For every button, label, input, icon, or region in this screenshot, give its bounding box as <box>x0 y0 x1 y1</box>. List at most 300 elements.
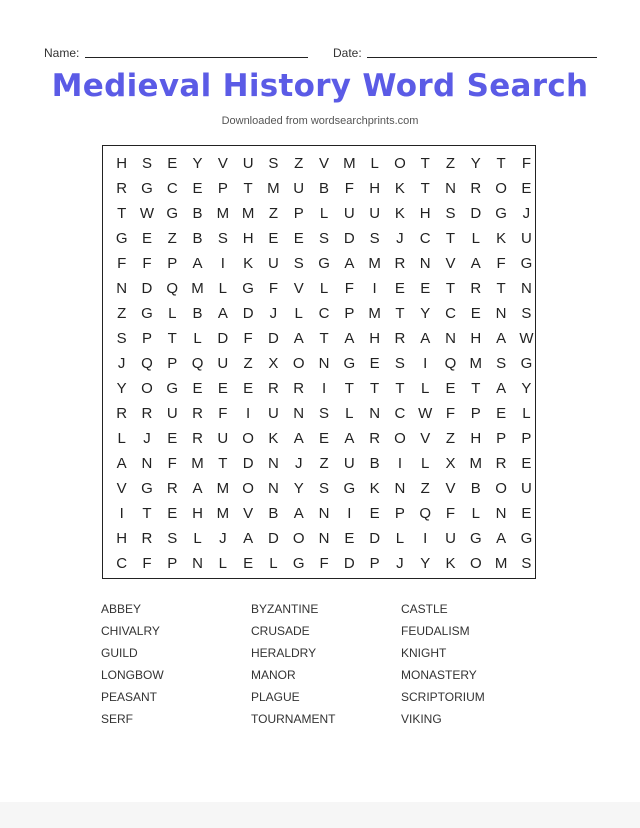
grid-letter: S <box>217 230 228 247</box>
grid-letter: P <box>167 355 178 372</box>
grid-letter: L <box>269 555 278 572</box>
grid-letter: J <box>269 305 278 322</box>
grid-letter: Y <box>116 380 127 397</box>
grid-letter: E <box>217 380 228 397</box>
grid-letter: J <box>396 555 404 572</box>
grid-letter: D <box>268 330 279 347</box>
grid-letter: I <box>372 280 377 297</box>
grid-letter: E <box>394 280 405 297</box>
word-item: VIKING <box>401 712 442 726</box>
grid-row <box>109 251 539 276</box>
grid-letter: Y <box>470 155 481 172</box>
grid-letter: E <box>369 505 380 522</box>
grid-letter: H <box>470 430 482 447</box>
grid-letter: Z <box>117 305 127 322</box>
word-item: ABBEY <box>101 602 142 616</box>
grid-letter: L <box>319 280 329 297</box>
grid-letter: S <box>394 355 405 372</box>
grid-letter: B <box>369 455 380 472</box>
grid-letter: X <box>268 355 279 372</box>
grid-letter: P <box>496 430 507 447</box>
grid-letter: Z <box>268 205 279 222</box>
footer-band <box>0 802 640 828</box>
grid-letter: N <box>445 330 456 347</box>
word-item: GUILD <box>101 646 138 660</box>
grid-letter: F <box>445 405 456 422</box>
grid-letter: N <box>520 280 532 297</box>
grid-letter: Z <box>294 155 304 172</box>
name-field[interactable] <box>44 46 308 62</box>
word-item: TOURNAMENT <box>251 712 336 726</box>
grid-letter: Z <box>167 230 177 247</box>
grid-letter: F <box>142 255 152 272</box>
grid-letter: R <box>166 480 178 497</box>
grid-letter: L <box>168 305 177 322</box>
grid-letter: F <box>319 555 329 572</box>
grid-letter: G <box>343 355 356 372</box>
grid-letter: O <box>242 480 254 497</box>
grid-letter: T <box>496 280 506 297</box>
grid-letter: K <box>243 255 254 272</box>
grid-letter: N <box>318 355 330 372</box>
grid-letter: A <box>344 330 355 347</box>
grid-letter: Q <box>166 280 179 297</box>
grid-letter: M <box>216 205 230 222</box>
grid-letter: U <box>520 480 532 497</box>
grid-letter: A <box>293 330 304 347</box>
grid-letter: I <box>119 505 124 522</box>
grid-letter: G <box>141 480 153 497</box>
grid-letter: G <box>520 530 533 547</box>
grid-letter: N <box>192 555 203 572</box>
grid-row <box>109 401 539 426</box>
grid-letter: E <box>141 230 152 247</box>
grid-letter: T <box>319 330 329 347</box>
grid-letter: H <box>116 155 128 172</box>
grid-letter: K <box>496 230 507 247</box>
grid-letter: E <box>243 380 254 397</box>
grid-letter: Z <box>243 355 253 372</box>
grid-letter: T <box>167 330 177 347</box>
grid-letter: B <box>268 505 279 522</box>
grid-letter: I <box>220 255 225 272</box>
grid-letter: T <box>142 505 152 522</box>
grid-letter: B <box>192 230 203 247</box>
word-item: PLAGUE <box>251 690 300 704</box>
grid-letter: Y <box>293 480 304 497</box>
grid-letter: U <box>343 205 355 222</box>
grid-letter: R <box>141 405 153 422</box>
word-item: KNIGHT <box>401 646 447 660</box>
grid-letter: G <box>141 180 153 197</box>
grid-letter: U <box>343 455 355 472</box>
grid-letter: V <box>116 480 127 497</box>
grid-letter: J <box>143 430 151 447</box>
grid-letter: I <box>347 505 352 522</box>
grid-letter: V <box>445 255 456 272</box>
grid-letter: Q <box>419 505 432 522</box>
grid-letter: A <box>470 255 481 272</box>
grid-letter: C <box>419 230 431 247</box>
grid-letter: L <box>117 430 126 447</box>
grid-letter: G <box>318 255 330 272</box>
grid-letter: F <box>117 255 127 272</box>
grid-letter: I <box>397 455 402 472</box>
grid-letter: I <box>423 355 428 372</box>
grid-letter: O <box>495 480 507 497</box>
grid-letter: T <box>395 380 405 397</box>
word-item: MONASTERY <box>401 668 477 682</box>
grid-row <box>109 326 539 351</box>
grid-letter: P <box>521 430 532 447</box>
grid-letter: R <box>192 405 203 422</box>
grid-letter: G <box>495 205 507 222</box>
grid-letter: Z <box>420 480 430 497</box>
grid-letter: N <box>495 305 507 322</box>
grid-letter: L <box>522 405 531 422</box>
grid-letter: O <box>495 180 507 197</box>
grid-letter: X <box>445 455 456 472</box>
grid-letter: R <box>116 180 128 197</box>
word-item: CRUSADE <box>251 624 310 638</box>
grid-row <box>109 226 539 251</box>
grid-letter: L <box>319 205 329 222</box>
grid-letter: S <box>141 155 152 172</box>
grid-letter: N <box>293 405 305 422</box>
grid-letter: E <box>521 180 532 197</box>
grid-letter: R <box>268 380 279 397</box>
grid-letter: H <box>369 180 381 197</box>
date-line[interactable] <box>367 57 597 58</box>
grid-row <box>109 151 539 176</box>
grid-letter: G <box>141 305 153 322</box>
word-column <box>251 600 401 732</box>
grid-letter: N <box>268 455 279 472</box>
grid-letter: F <box>521 155 531 172</box>
grid-letter: E <box>192 180 203 197</box>
grid-letter: V <box>243 505 254 522</box>
grid-letter: D <box>470 205 482 222</box>
grid-letter: Y <box>420 305 431 322</box>
grid-letter: F <box>218 405 228 422</box>
grid-letter: T <box>117 205 127 222</box>
grid-letter: O <box>394 155 406 172</box>
grid-letter: L <box>345 405 354 422</box>
grid-row <box>109 376 539 401</box>
grid-letter: A <box>496 380 507 397</box>
grid-letter: D <box>369 530 381 547</box>
grid-letter: T <box>218 455 228 472</box>
grid-letter: R <box>495 455 507 472</box>
grid-letter: A <box>293 505 304 522</box>
grid-letter: P <box>470 405 481 422</box>
grid-letter: F <box>496 255 506 272</box>
grid-letter: S <box>496 355 507 372</box>
grid-letter: H <box>242 230 254 247</box>
word-item: PEASANT <box>101 690 158 704</box>
grid-letter: V <box>217 155 228 172</box>
word-item: CASTLE <box>401 602 448 616</box>
grid-letter: S <box>445 205 456 222</box>
grid-letter: G <box>292 555 305 572</box>
grid-letter: B <box>192 305 203 322</box>
grid-letter: F <box>243 330 253 347</box>
grid-row <box>109 301 539 326</box>
grid-letter: Q <box>191 355 204 372</box>
grid-letter: C <box>394 405 406 422</box>
grid-letter: W <box>519 330 534 347</box>
grid-letter: M <box>216 505 230 522</box>
grid-letter: N <box>419 255 431 272</box>
grid-letter: R <box>369 430 381 447</box>
letter-grid <box>109 151 539 576</box>
grid-letter: O <box>141 380 153 397</box>
grid-letter: E <box>344 530 355 547</box>
grid-letter: T <box>496 155 506 172</box>
grid-letter: N <box>318 530 330 547</box>
grid-letter: A <box>192 255 203 272</box>
grid-letter: Y <box>192 155 203 172</box>
grid-letter: S <box>293 255 304 272</box>
grid-letter: I <box>321 380 327 397</box>
grid-letter: V <box>420 430 431 447</box>
grid-letter: E <box>319 430 330 447</box>
grid-letter: O <box>394 430 406 447</box>
word-item: SERF <box>101 712 134 726</box>
grid-letter: M <box>191 455 204 472</box>
date-field[interactable] <box>333 46 597 62</box>
grid-letter: R <box>141 530 153 547</box>
grid-letter: R <box>116 405 128 422</box>
grid-letter: L <box>218 280 227 297</box>
name-line[interactable] <box>85 57 308 58</box>
grid-letter: I <box>246 405 251 422</box>
grid-letter: L <box>193 530 202 547</box>
grid-letter: Q <box>444 355 457 372</box>
grid-letter: H <box>470 330 482 347</box>
grid-letter: U <box>268 405 279 422</box>
grid-letter: E <box>268 230 279 247</box>
grid-letter: E <box>445 380 456 397</box>
grid-letter: O <box>292 530 305 547</box>
grid-letter: P <box>167 255 178 272</box>
word-item: FEUDALISM <box>401 624 470 638</box>
grid-letter: T <box>344 380 354 397</box>
grid-letter: L <box>421 380 430 397</box>
grid-letter: O <box>469 555 482 572</box>
name-label: Name: <box>44 46 80 60</box>
grid-letter: C <box>445 305 456 322</box>
grid-letter: M <box>241 205 255 222</box>
grid-row <box>109 551 539 576</box>
grid-letter: E <box>192 380 203 397</box>
grid-letter: T <box>370 380 380 397</box>
grid-letter: P <box>344 305 355 322</box>
grid-letter: P <box>369 555 380 572</box>
grid-letter: D <box>141 280 153 297</box>
grid-letter: V <box>445 480 456 497</box>
grid-letter: A <box>420 330 431 347</box>
grid-letter: A <box>116 455 127 472</box>
grid-letter: S <box>268 155 279 172</box>
grid-letter: S <box>521 305 532 322</box>
grid-letter: G <box>242 280 254 297</box>
grid-letter: M <box>343 155 356 172</box>
grid-letter: F <box>268 280 279 297</box>
grid-letter: E <box>521 505 532 522</box>
grid-letter: M <box>469 355 483 372</box>
grid-letter: L <box>421 455 430 472</box>
grid-letter: U <box>217 355 229 372</box>
grid-row <box>109 201 539 226</box>
grid-row <box>109 451 539 476</box>
grid-letter: J <box>396 230 404 247</box>
grid-letter: Q <box>141 355 153 372</box>
grid-letter: U <box>268 255 279 272</box>
grid-row <box>109 501 539 526</box>
grid-letter: W <box>418 405 433 422</box>
grid-letter: R <box>470 180 482 197</box>
grid-row <box>109 426 539 451</box>
grid-letter: E <box>167 505 178 522</box>
grid-letter: S <box>167 530 178 547</box>
grid-letter: E <box>243 555 254 572</box>
grid-letter: N <box>369 405 381 422</box>
grid-letter: T <box>395 305 405 322</box>
grid-letter: G <box>115 230 128 247</box>
grid-letter: J <box>294 455 303 472</box>
grid-letter: V <box>293 280 304 297</box>
grid-letter: Z <box>445 155 456 172</box>
grid-letter: M <box>494 555 508 572</box>
grid-letter: O <box>242 430 254 447</box>
grid-letter: Y <box>521 380 532 397</box>
page-title: Medieval History Word Search <box>51 68 589 104</box>
grid-letter: L <box>218 555 227 572</box>
grid-letter: K <box>394 180 405 197</box>
grid-letter: M <box>368 255 381 272</box>
grid-letter: M <box>191 280 204 297</box>
grid-letter: M <box>267 180 280 197</box>
grid-letter: L <box>193 330 202 347</box>
grid-letter: P <box>217 180 228 197</box>
grid-letter: A <box>293 430 304 447</box>
grid-letter: G <box>469 530 482 547</box>
grid-letter: B <box>470 480 481 497</box>
grid-letter: U <box>445 530 456 547</box>
source-note: Downloaded from wordsearchprints.com <box>221 115 419 127</box>
grid-letter: A <box>496 330 507 347</box>
grid-letter: T <box>445 230 456 247</box>
grid-letter: R <box>293 380 305 397</box>
grid-letter: T <box>471 380 481 397</box>
grid-letter: G <box>520 355 533 372</box>
grid-letter: R <box>470 280 482 297</box>
grid-letter: L <box>294 305 303 322</box>
grid-letter: U <box>166 405 178 422</box>
grid-letter: K <box>445 555 456 572</box>
grid-letter: S <box>521 555 532 572</box>
grid-letter: G <box>520 255 533 272</box>
grid-letter: F <box>142 555 152 572</box>
grid-letter: N <box>268 480 279 497</box>
grid-letter: N <box>141 455 153 472</box>
grid-letter: E <box>167 155 178 172</box>
grid-letter: J <box>219 530 227 547</box>
grid-letter: T <box>420 155 430 172</box>
grid-letter: A <box>217 305 228 322</box>
grid-letter: H <box>419 205 431 222</box>
grid-letter: E <box>521 455 532 472</box>
grid-letter: R <box>394 330 406 347</box>
grid-letter: C <box>116 555 128 572</box>
grid-letter: L <box>471 230 480 247</box>
grid-letter: J <box>522 205 531 222</box>
grid-letter: V <box>319 155 330 172</box>
word-item: MANOR <box>251 668 296 682</box>
grid-letter: R <box>394 255 406 272</box>
grid-letter: K <box>268 430 279 447</box>
grid-letter: P <box>394 505 405 522</box>
grid-letter: N <box>445 180 456 197</box>
grid-letter: U <box>217 430 229 447</box>
grid-letter: H <box>192 505 203 522</box>
grid-letter: D <box>242 305 254 322</box>
grid-letter: L <box>471 505 480 522</box>
grid-letter: F <box>344 280 354 297</box>
grid-letter: W <box>139 205 155 222</box>
grid-letter: K <box>369 480 380 497</box>
grid-letter: D <box>217 330 229 347</box>
grid-letter: N <box>116 280 128 297</box>
grid-letter: A <box>344 255 355 272</box>
word-item: SCRIPTORIUM <box>401 690 485 704</box>
grid-row <box>109 526 539 551</box>
grid-letter: A <box>243 530 254 547</box>
grid-letter: J <box>117 355 126 372</box>
grid-letter: U <box>520 230 532 247</box>
grid-letter: D <box>343 555 355 572</box>
grid-letter: N <box>318 505 330 522</box>
grid-letter: Z <box>319 455 329 472</box>
grid-letter: A <box>192 480 203 497</box>
grid-letter: H <box>369 330 381 347</box>
grid-letter: G <box>166 205 179 222</box>
grid-letter: N <box>495 505 507 522</box>
grid-letter: P <box>293 205 304 222</box>
grid-letter: R <box>192 430 203 447</box>
word-column <box>101 600 251 732</box>
grid-letter: G <box>343 480 356 497</box>
grid-letter: E <box>496 405 507 422</box>
grid-letter: I <box>423 530 428 547</box>
grid-letter: T <box>243 180 253 197</box>
grid-letter: M <box>469 455 483 472</box>
word-item: BYZANTINE <box>251 602 319 616</box>
grid-row <box>109 476 539 501</box>
puzzle-grid-frame <box>102 145 536 579</box>
grid-letter: Z <box>445 430 456 447</box>
grid-letter: F <box>445 505 456 522</box>
grid-letter: M <box>216 480 230 497</box>
grid-letter: U <box>293 180 305 197</box>
grid-letter: L <box>395 530 405 547</box>
grid-letter: B <box>192 205 203 222</box>
word-item: CHIVALRY <box>101 624 160 638</box>
grid-letter: G <box>166 380 179 397</box>
grid-letter: S <box>319 480 330 497</box>
word-item: HERALDRY <box>251 646 317 660</box>
